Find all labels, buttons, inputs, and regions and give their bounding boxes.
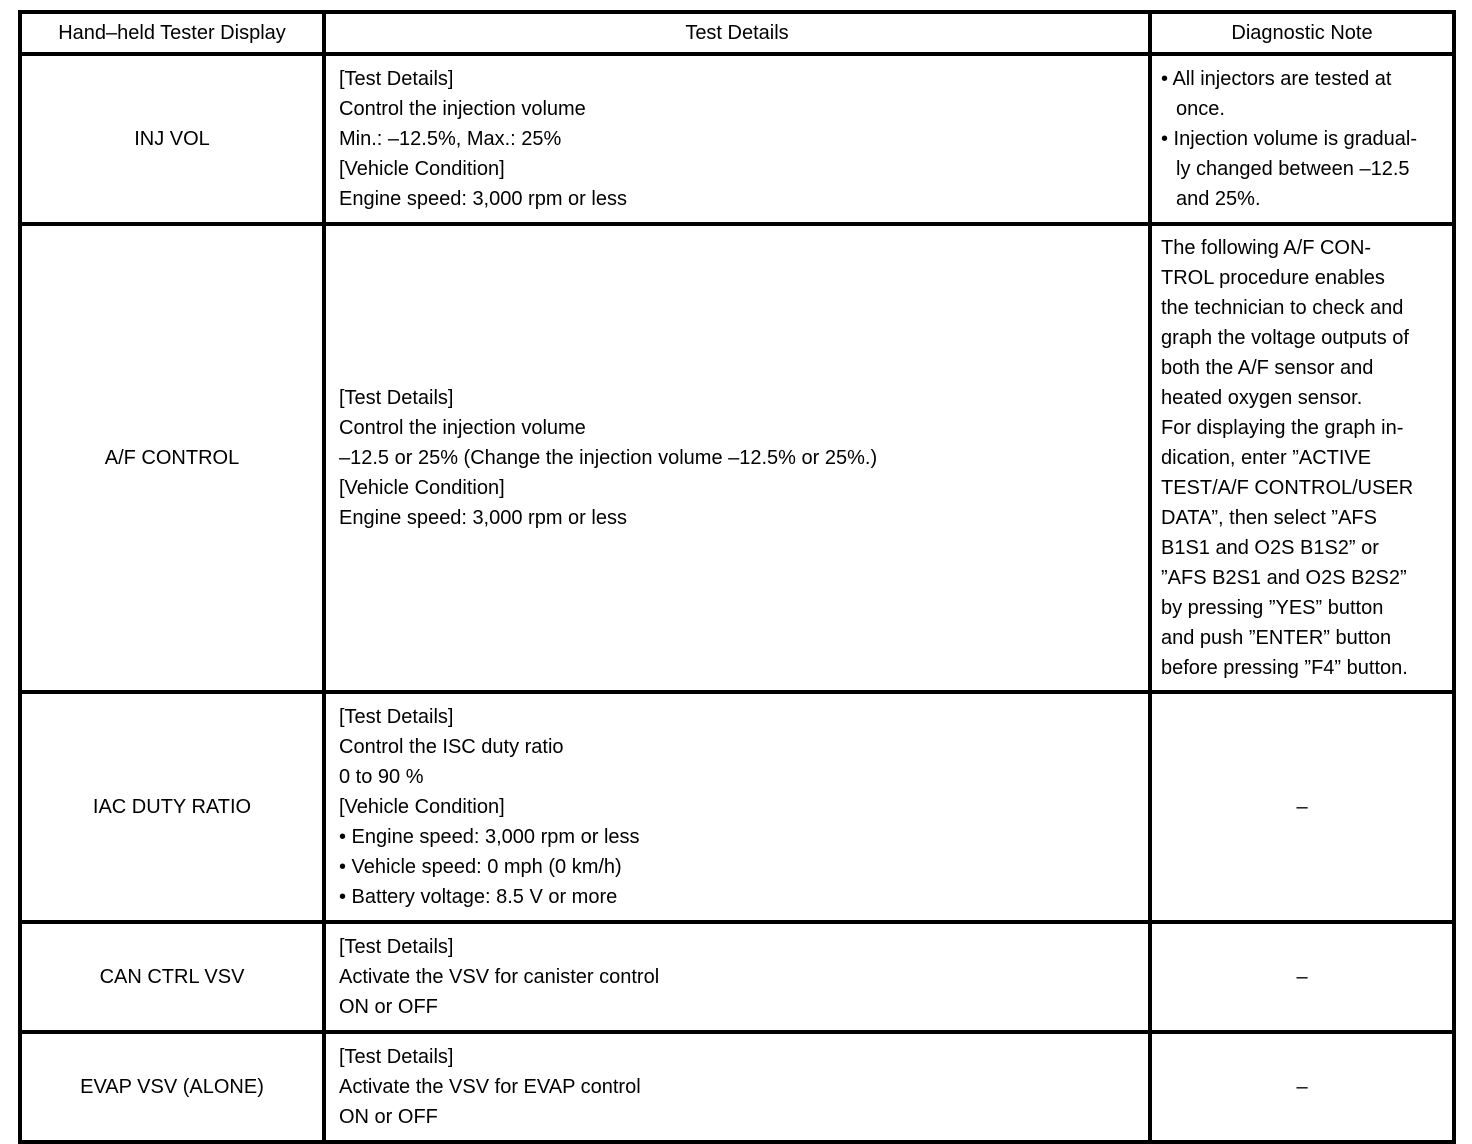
table-row-iac-duty-ratio [20, 692, 1454, 922]
tester-display-cell: INJ VOL [20, 54, 324, 224]
diagnostic-note-cell [1150, 54, 1454, 224]
note-line: TEST/A/F CONTROL/USER [1161, 477, 1414, 499]
note-line: ”AFS B2S1 and O2S B2S2” [1161, 567, 1407, 589]
tester-display-cell: A/F CONTROL [20, 224, 324, 692]
test-detail-line: Engine speed: 3,000 rpm or less [339, 188, 627, 210]
test-detail-line: [Vehicle Condition] [339, 477, 505, 499]
note-line: heated oxygen sensor. [1161, 387, 1363, 409]
test-detail-line: [Test Details] [339, 387, 454, 409]
test-detail-line: Engine speed: 3,000 rpm or less [339, 507, 627, 529]
test-detail-line: Min.: –12.5%, Max.: 25% [339, 128, 562, 150]
test-detail-line: • Vehicle speed: 0 mph (0 km/h) [339, 856, 622, 878]
note-line: by pressing ”YES” button [1161, 597, 1384, 619]
note-line: TROL procedure enables [1161, 267, 1385, 289]
note-line: For displaying the graph in- [1161, 417, 1404, 439]
test-detail-line: 0 to 90 % [339, 766, 424, 788]
test-details-cell [324, 224, 1150, 692]
test-detail-line: ON or OFF [339, 1106, 438, 1128]
test-detail-line: [Test Details] [339, 68, 454, 90]
test-details-cell [324, 1032, 1150, 1142]
note-line: DATA”, then select ”AFS [1161, 507, 1377, 529]
test-detail-line: [Vehicle Condition] [339, 158, 505, 180]
test-detail-line: ON or OFF [339, 996, 438, 1018]
test-detail-line: [Test Details] [339, 1046, 454, 1068]
note-line: B1S1 and O2S B1S2” or [1161, 537, 1379, 559]
test-detail-line: Activate the VSV for canister control [339, 966, 660, 988]
note-line: and 25%. [1176, 188, 1261, 210]
note-line: graph the voltage outputs of [1161, 327, 1409, 349]
note-line: before pressing ”F4” button. [1161, 657, 1408, 679]
test-detail-line: • Battery voltage: 8.5 V or more [339, 886, 618, 908]
test-detail-line: [Test Details] [339, 936, 454, 958]
table-header-row [20, 12, 1454, 54]
header-diagnostic-note: Diagnostic Note [1150, 12, 1454, 54]
test-details-cell [324, 54, 1150, 224]
diagnostic-note-dash-cell: – [1150, 922, 1454, 1032]
test-detail-line: [Test Details] [339, 706, 454, 728]
test-details-cell [324, 922, 1150, 1032]
table-row-inj-vol [20, 54, 1454, 224]
note-line: and push ”ENTER” button [1161, 627, 1392, 649]
tester-display-cell: EVAP VSV (ALONE) [20, 1032, 324, 1142]
test-detail-line: [Vehicle Condition] [339, 796, 505, 818]
test-detail-line: • Engine speed: 3,000 rpm or less [339, 826, 640, 848]
diagnostic-note-dash-cell: – [1150, 692, 1454, 922]
diagnostic-note-dash-cell: – [1150, 1032, 1454, 1142]
note-line: once. [1176, 98, 1225, 120]
header-tester-display: Hand–held Tester Display [20, 12, 324, 54]
note-line: • All injectors are tested at [1161, 68, 1392, 90]
header-test-details: Test Details [324, 12, 1150, 54]
active-test-table [18, 10, 1456, 1144]
test-detail-line: Control the ISC duty ratio [339, 736, 564, 758]
note-line: both the A/F sensor and [1161, 357, 1374, 379]
test-details-cell [324, 692, 1150, 922]
note-line: • Injection volume is gradual- [1161, 128, 1418, 150]
table-row-can-ctrl-vsv [20, 922, 1454, 1032]
note-line: dication, enter ”ACTIVE [1161, 447, 1372, 469]
test-detail-line: Activate the VSV for EVAP control [339, 1076, 641, 1098]
note-line: the technician to check and [1161, 297, 1404, 319]
test-detail-line: –12.5 or 25% (Change the injection volume –12.5% or 25%.) [339, 447, 878, 469]
note-line: The following A/F CON- [1161, 237, 1372, 259]
tester-display-cell: IAC DUTY RATIO [20, 692, 324, 922]
test-detail-line: Control the injection volume [339, 98, 586, 120]
diagnostic-note-cell [1150, 224, 1454, 692]
table-row-af-control [20, 224, 1454, 692]
table-row-evap-vsv-alone [20, 1032, 1454, 1142]
note-line: ly changed between –12.5 [1176, 158, 1410, 180]
test-detail-line: Control the injection volume [339, 417, 586, 439]
tester-display-cell: CAN CTRL VSV [20, 922, 324, 1032]
